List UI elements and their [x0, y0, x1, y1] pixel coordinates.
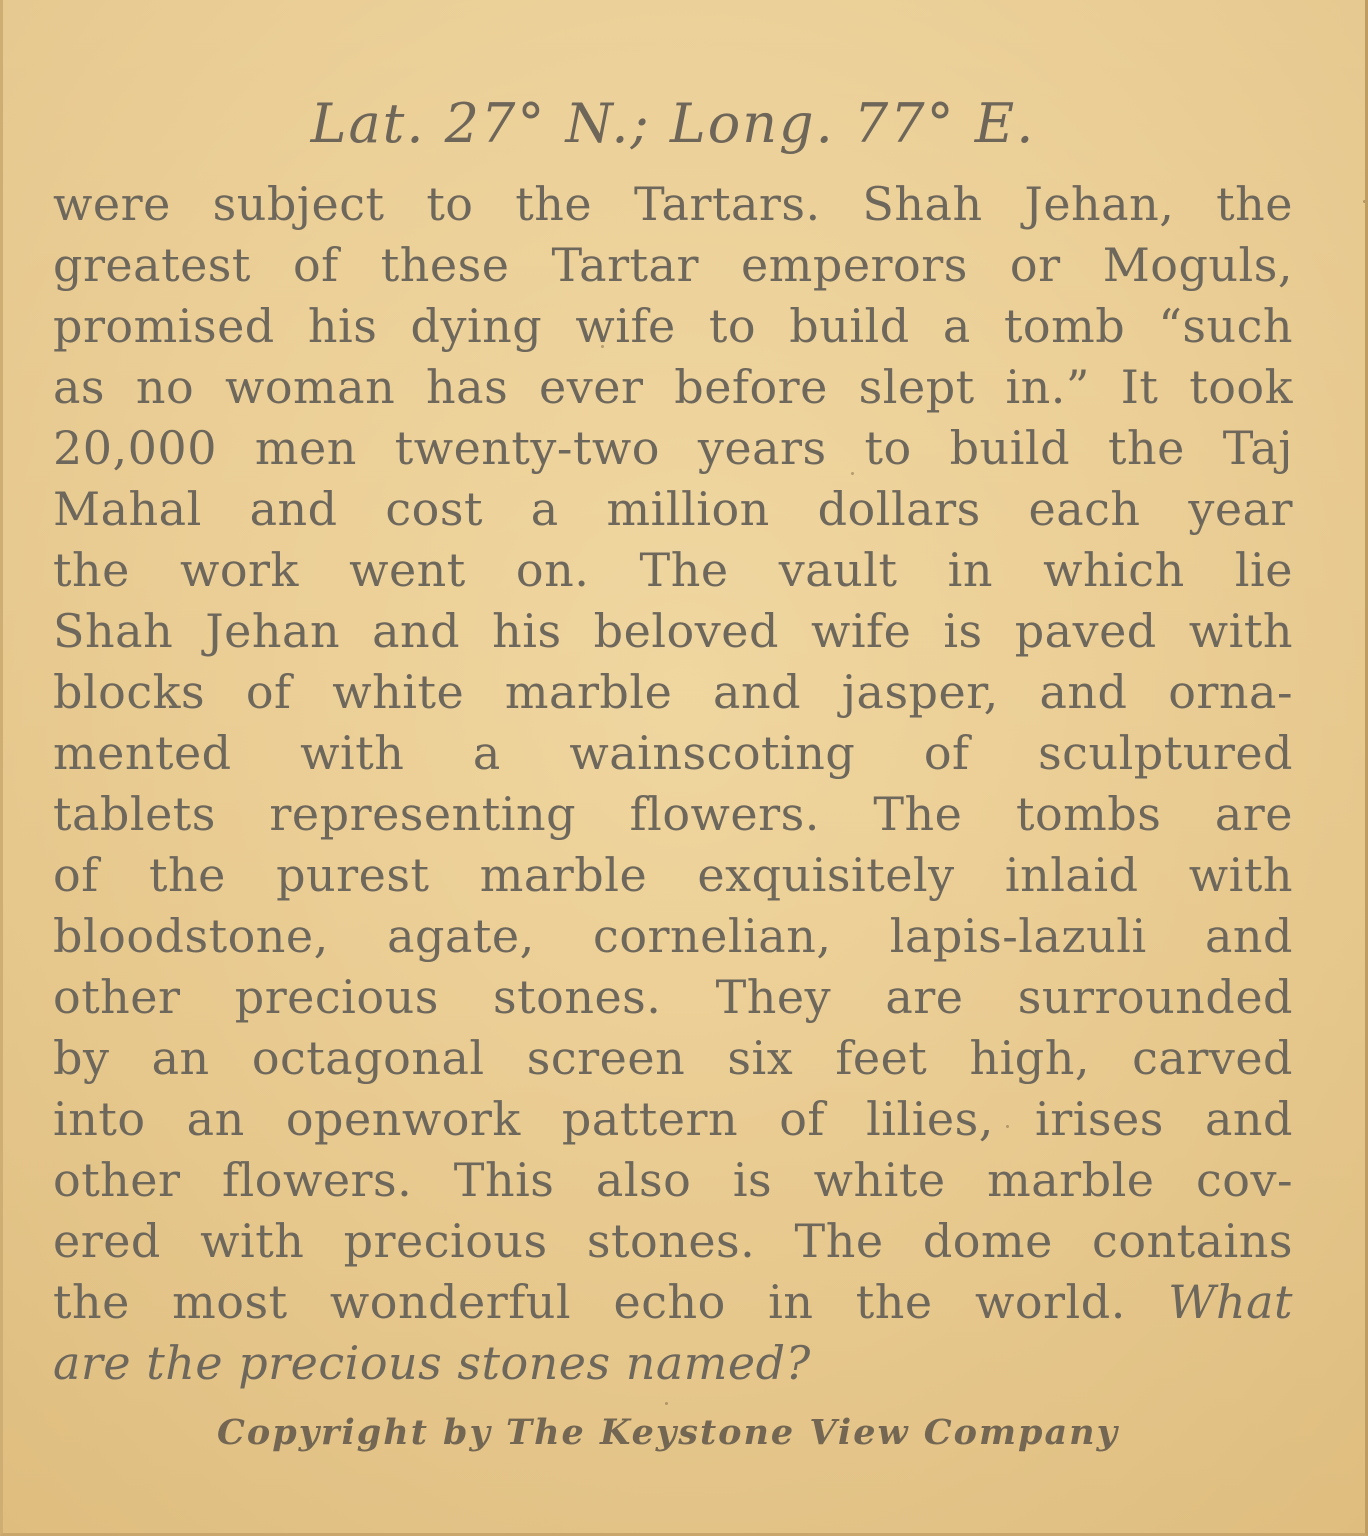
- question-line: are the precious stones named?: [53, 1336, 811, 1390]
- paper-speck: [1363, 200, 1366, 203]
- text-line: greatest of these Tartar emperors or Moguls,: [53, 238, 1293, 292]
- text-line: mented with a wainscoting of sculptured: [53, 726, 1293, 780]
- question-start: What: [1168, 1275, 1293, 1329]
- text-line: ered with precious stones. The dome contains: [53, 1214, 1293, 1268]
- text-line: into an openwork pattern of lilies, irises and: [53, 1092, 1293, 1146]
- text-line: bloodstone, agate, cornelian, lapis-lazuli and: [53, 909, 1293, 963]
- copyright-notice: Copyright by The Keystone View Company: [217, 1412, 1119, 1453]
- text-line: blocks of white marble and jasper, and orna-: [53, 665, 1293, 719]
- paper-speck: [601, 345, 604, 348]
- description-text: [53, 174, 1293, 1394]
- paper-speck: [851, 472, 854, 475]
- text-line: Shah Jehan and his beloved wife is paved with: [53, 604, 1293, 658]
- text-line-with-question: [53, 1272, 1293, 1333]
- paper-speck: [1006, 1125, 1009, 1128]
- text-line: 20,000 men twenty-two years to build the Taj: [53, 421, 1293, 475]
- text-line: Mahal and cost a million dollars each year: [53, 482, 1293, 536]
- text-line: of the purest marble exquisitely inlaid with: [53, 848, 1293, 902]
- coordinates-heading: Lat. 27° N.; Long. 77° E.: [310, 92, 1036, 155]
- text-line: were subject to the Tartars. Shah Jehan, the: [53, 177, 1293, 231]
- text-line: promised his dying wife to build a tomb “such: [53, 299, 1293, 353]
- text-line: tablets representing flowers. The tombs are: [53, 787, 1293, 841]
- text-line: the work went on. The vault in which lie: [53, 543, 1293, 597]
- text-line: as no woman has ever before slept in.” It took: [53, 360, 1293, 414]
- text-line: other flowers. This also is white marble cov-: [53, 1153, 1293, 1207]
- text-line-content: the most wonderful echo in the world.: [53, 1275, 1126, 1329]
- text-line: other precious stones. They are surrounded: [53, 970, 1293, 1024]
- paper-speck: [665, 1402, 668, 1405]
- text-line: by an octagonal screen six feet high, carved: [53, 1031, 1293, 1085]
